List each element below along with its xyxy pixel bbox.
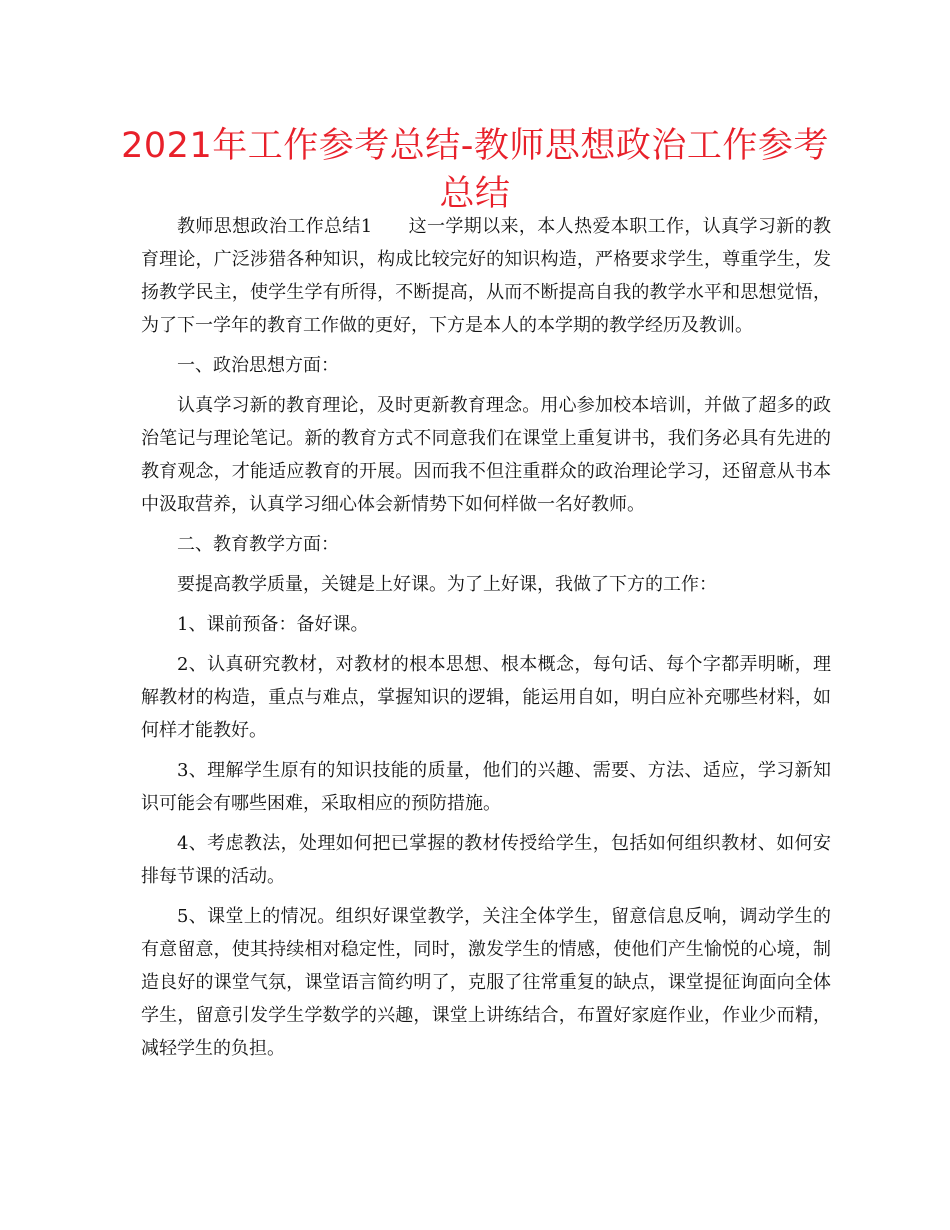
list-item-4: 4、考虑教法，处理如何把已掌握的教材传授给学生，包括如何组织教材、如何安排每节课的活动。 [141, 833, 831, 887]
paragraph-teaching-intro: 要提高教学质量，关键是上好课。为了上好课，我做了下方的工作： [177, 574, 717, 595]
document-body [141, 210, 831, 1065]
paragraph-politics: 认真学习新的教育理论，及时更新教育理念。用心参加校本培训，并做了超多的政治笔记与理论笔记。新的教育方式不同意我们在课堂上重复讲书，我们务必具有先进的教育观念，才能适应教育的开展。因而我不但注重群众的政治理论学习，还留意从书本中汲取营养，认真学习细心体会新情势下如何样做一名好教师。 [141, 395, 831, 515]
paragraph-intro [141, 210, 831, 342]
intro-heading: 教师思想政治工作总结1 [177, 216, 373, 237]
section-heading-politics: 一、政治思想方面： [177, 355, 339, 376]
list-item-5: 5、课堂上的情况。组织好课堂教学，关注全体学生，留意信息反响，调动学生的有意留意，使其持续相对稳定性，同时，激发学生的情感，使他们产生愉悦的心境，制造良好的课堂气氛，课堂语言简约明了，克服了往常重复的缺点，课堂提征询面向全体学生，留意引发学生学数学的兴趣，课堂上讲练结合，布置好家庭作业，作业少而精，减轻学生的负担。 [141, 906, 831, 1059]
list-item-2: 2、认真研究教材，对教材的根本思想、根本概念，每句话、每个字都弄明晰，理解教材的构造，重点与难点，掌握知识的逻辑，能运用自如，明白应补充哪些材料，如何样才能教好。 [141, 654, 831, 741]
list-item-1: 1、课前预备：备好课。 [177, 614, 369, 635]
document-title: 2021年工作参考总结-教师思想政治工作参考总结 [121, 126, 829, 214]
intro-text: 这一学期以来，本人热爱本职工作，认真学习新的教育理论，广泛涉猎各种知识，构成比较完好的知识构造，严格要求学生，尊重学生，发扬教学民主，使学生学有所得，不断提高，从而不断提高自我的教学水平和思想觉悟，为了下一学年的教育工作做的更好，下方是本人的本学期的教学经历及教训。 [141, 216, 832, 336]
section-heading-teaching: 二、教育教学方面： [177, 534, 339, 555]
list-item-3: 3、理解学生原有的知识技能的质量，他们的兴趣、需要、方法、适应，学习新知识可能会有哪些困难，采取相应的预防措施。 [141, 760, 831, 814]
